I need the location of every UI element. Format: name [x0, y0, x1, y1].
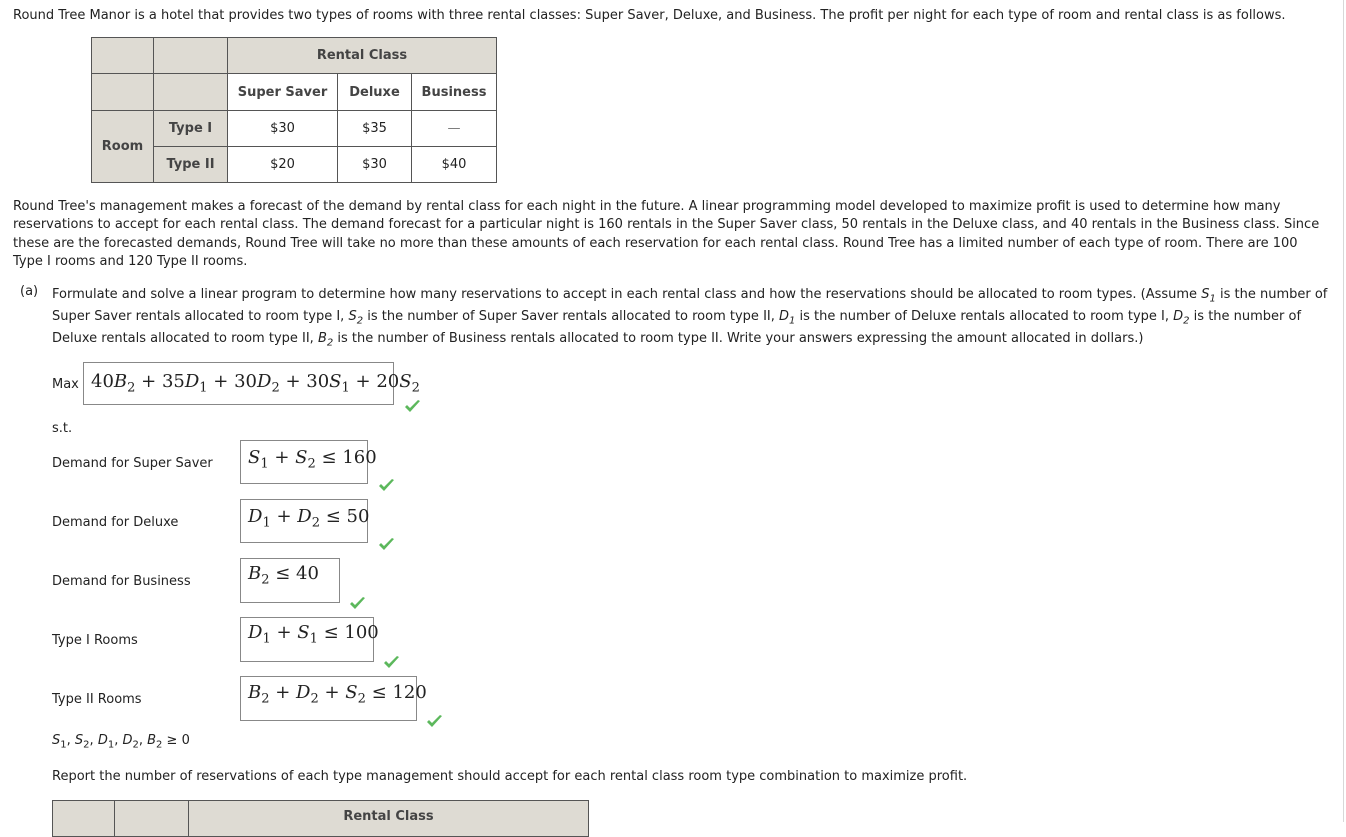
rental-class-header: Rental Class [189, 801, 589, 837]
col-header-deluxe: Deluxe [338, 74, 412, 111]
var-b2: $B_2$ [317, 331, 334, 349]
constraint-input-business[interactable]: $B_2 \le 40$ [240, 558, 340, 603]
table-corner [92, 38, 154, 74]
non-negativity: $S_1$, $S_2$, $D_1$, $D_2$, $B_2 \ge 0$ [52, 733, 190, 751]
row-group-room: Room [92, 111, 154, 183]
table-corner [115, 801, 189, 837]
col-header-business: Business [412, 74, 497, 111]
var-d2: $D_2$ [1173, 309, 1190, 327]
var-s1: $S_1$ [1201, 287, 1216, 305]
checkmark-icon [426, 714, 443, 728]
constraint-input-type-i[interactable]: $D_1 + S_1 \le 100$ [240, 617, 374, 662]
checkmark-icon [378, 537, 395, 551]
max-label: Max [52, 377, 79, 392]
text: Formulate and solve a linear program to determine how many reservations to accept in each rental class and how the reservations should be allocated to room types. (Assume [52, 287, 1202, 302]
report-instruction: Report the number of reservations of each type management should accept for each rental class room type combination to maximize profit. [52, 769, 968, 784]
cell-value: $30 [338, 147, 412, 183]
table-corner [154, 38, 228, 74]
forecast-paragraph: Round Tree's management makes a forecast of the demand by rental class for each night in the future. A linear programming model developed to maximize profit is used to determine how many reservations to accept for each rental class. The demand forecast for a particular night is 160 rentals in the Super Saver class, 50 rentals in the Deluxe class, and 40 rentals in the Business class. Since these are the forecasted demands, Round Tree will take no more than these amounts of each reservation for each rental class. Round Tree has a limited number of each type of room. There are 100 Type I rooms and 120 Type II rooms. [13, 199, 1320, 269]
constraint-label-deluxe: Demand for Deluxe [52, 515, 179, 530]
cell-value: $35 [338, 111, 412, 147]
text: is the number of Business rentals allocated to room type II. Write your answers expressing the amount allocated in dollars.) [333, 331, 1144, 346]
constraint-label-type-ii: Type II Rooms [52, 692, 142, 707]
constraint-input-type-ii[interactable]: $B_2 + D_2 + S_2 \le 120$ [240, 676, 417, 721]
allocation-table [52, 800, 589, 837]
part-a-instructions [52, 284, 1332, 350]
constraint-input-super-saver[interactable]: $S_1 + S_2 \le 160$ [240, 440, 368, 484]
cell-value: $40 [412, 147, 497, 183]
part-a-label: (a) [20, 284, 39, 299]
checkmark-icon [349, 596, 366, 610]
table-corner [154, 74, 228, 111]
text: is the number of Deluxe rentals allocated to room type I, [795, 309, 1174, 324]
row-header-type-i: Type I [154, 111, 228, 147]
cell-value: $20 [228, 147, 338, 183]
profit-table [91, 37, 497, 183]
constraint-input-deluxe[interactable]: $D_1 + D_2 \le 50$ [240, 499, 368, 543]
st-label: s.t. [52, 421, 73, 436]
var-s2: $S_2$ [348, 309, 364, 327]
table-corner [92, 74, 154, 111]
var-d1: $D_1$ [779, 309, 796, 327]
intro-text: Round Tree Manor is a hotel that provides two types of rooms with three rental classes: Super Saver, Deluxe, and Business. The profit per night for each type of room and rental class is as follows. [13, 8, 1286, 23]
cell-value: — [412, 111, 497, 147]
page-right-border [1343, 0, 1344, 822]
cell-value: $30 [228, 111, 338, 147]
col-header-super-saver: Super Saver [228, 74, 338, 111]
text: is the number of Super Saver rentals allocated to room type I, [52, 287, 1328, 324]
rental-class-header: Rental Class [228, 38, 497, 74]
checkmark-icon [383, 655, 400, 669]
table-corner [53, 801, 115, 837]
checkmark-icon [378, 478, 395, 492]
objective-input[interactable]: $40B_2 + 35D_1 + 30D_2 + 30S_1 + 20S_2$ [83, 362, 394, 405]
text: is the number of Deluxe rentals allocated to room type II, [52, 309, 1302, 346]
text: is the number of Super Saver rentals allocated to room type II, [363, 309, 779, 324]
row-header-type-ii: Type II [154, 147, 228, 183]
constraint-label-super-saver: Demand for Super Saver [52, 456, 213, 471]
checkmark-icon [404, 399, 421, 413]
constraint-label-type-i: Type I Rooms [52, 633, 138, 648]
constraint-label-business: Demand for Business [52, 574, 191, 589]
